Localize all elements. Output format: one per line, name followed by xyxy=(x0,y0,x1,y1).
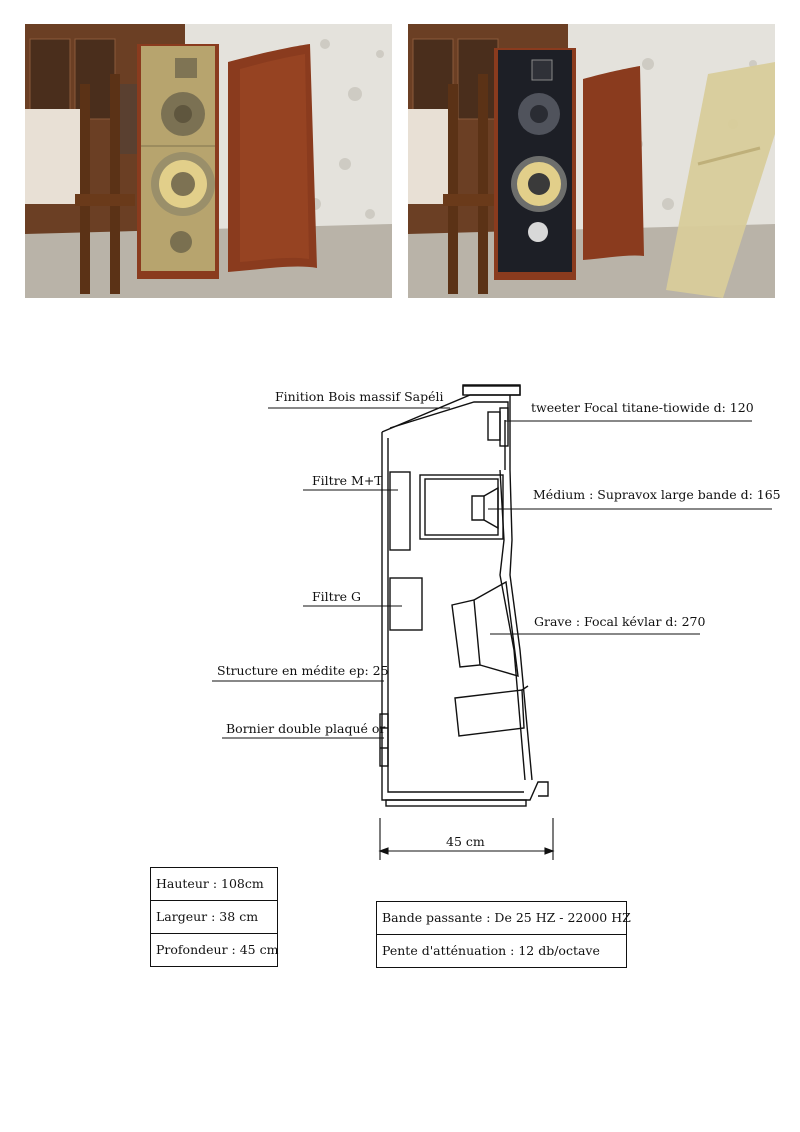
label-terminal: Bornier double plaqué or xyxy=(226,721,386,736)
filter-g-box xyxy=(390,578,422,630)
spec-height: Hauteur : 108cm xyxy=(151,868,277,901)
tweeter-box xyxy=(488,412,500,440)
label-bass: Grave : Focal kévlar d: 270 xyxy=(534,614,706,629)
bass-driver xyxy=(452,600,480,667)
medium-driver xyxy=(472,496,484,520)
label-finish: Finition Bois massif Sapéli xyxy=(275,389,444,404)
label-tweeter: tweeter Focal titane-tiowide d: 120 xyxy=(531,400,754,415)
label-structure: Structure en médite ep: 25 xyxy=(217,663,389,678)
performance-table xyxy=(376,901,631,968)
medium-chamber xyxy=(420,475,503,539)
spec-depth: Profondeur : 45 cm xyxy=(156,942,279,957)
label-filter-g: Filtre G xyxy=(312,589,362,604)
bass-port xyxy=(455,690,524,736)
cabinet-outline xyxy=(382,432,548,800)
spec-bandwidth: Bande passante : De 25 HZ - 22000 HZ xyxy=(377,902,626,935)
label-medium: Médium : Supravox large bande d: 165 xyxy=(533,487,781,502)
label-filter-mt: Filtre M+T xyxy=(312,473,383,488)
spec-width: Largeur : 38 cm xyxy=(151,901,277,934)
filter-mt-box xyxy=(390,472,410,550)
label-depth-dimension: 45 cm xyxy=(446,834,485,849)
dimensions-table xyxy=(150,867,278,967)
spec-slope: Pente d'atténuation : 12 db/octave xyxy=(382,943,600,958)
